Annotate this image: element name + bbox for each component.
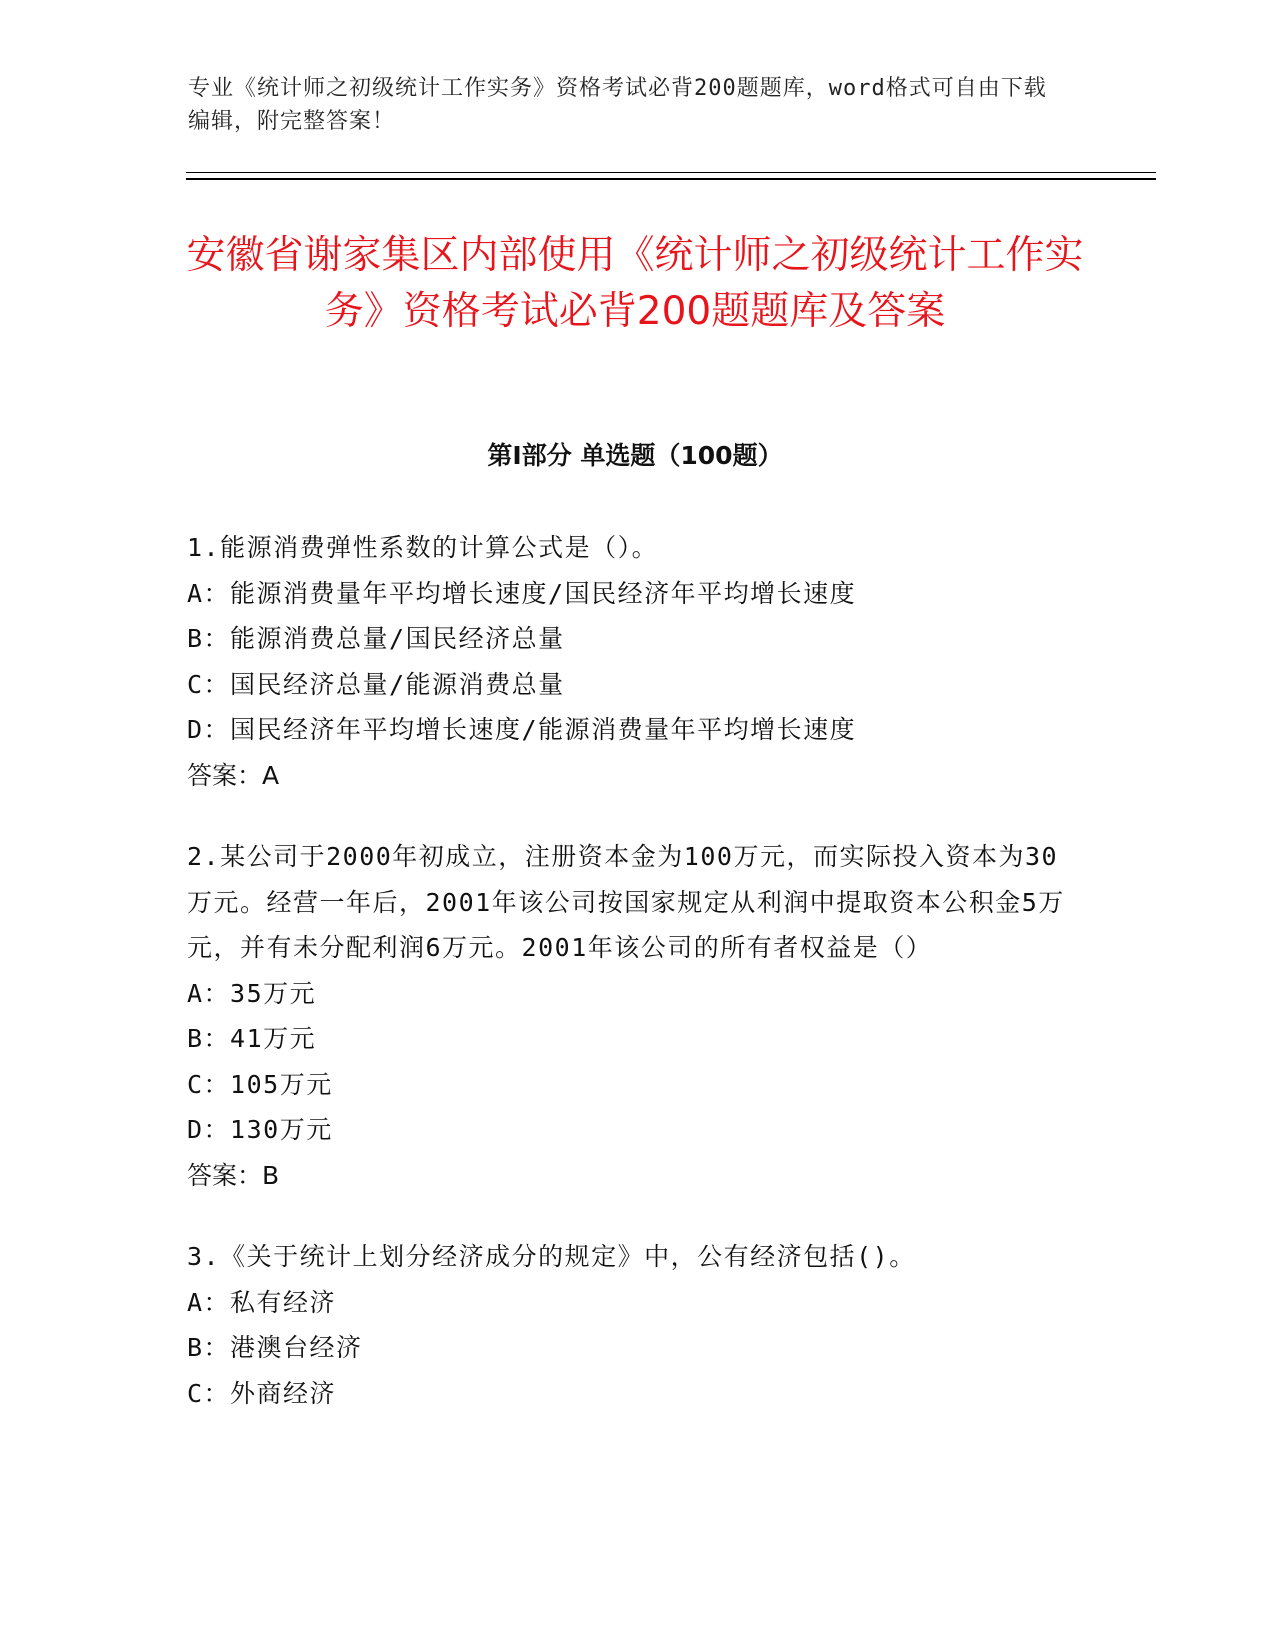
question-stem: 2.某公司于2000年初成立，注册资本金为100万元，而实际投入资本为30万元。经营一年后，2001年该公司按国家规定从利润中提取资本公积金5万元，并有未分配利润6万元。2001年该公司的所有者权益是（） [187,842,1065,962]
answer-label: 答案：B [187,1160,280,1190]
option-c: C：外商经济 [187,1378,337,1408]
option-a: A：能源消费量年平均增长速度/国民经济年平均增长速度 [187,578,857,608]
option-a: A：私有经济 [187,1287,337,1317]
question-list [187,525,1077,1452]
answer-label: 答案：A [187,760,280,790]
option-a: A：35万元 [187,978,317,1008]
option-d: D：国民经济年平均增长速度/能源消费量年平均增长速度 [187,715,857,744]
option-d: D：130万元 [187,1115,333,1144]
header-divider-thick [186,178,1156,180]
question-stem: 1.能源消费弹性系数的计算公式是（）。 [187,533,659,562]
question-1 [187,525,1077,798]
option-c: C：105万元 [187,1069,333,1099]
section-heading: 第Ⅰ部分 单选题（100题） [487,441,783,470]
header-divider-thin [186,172,1156,173]
option-b: B：港澳台经济 [187,1333,363,1362]
option-b: B：41万元 [187,1024,317,1053]
question-3 [187,1234,1077,1416]
question-stem: 3.《关于统计上划分经济成分的规定》中，公有经济包括()。 [187,1242,916,1271]
question-2 [187,834,1077,1198]
header-note: 专业《统计师之初级统计工作实务》资格考试必背200题题库，word格式可自由下载编辑，附完整答案！ [188,76,1047,134]
option-b: B：能源消费总量/国民经济总量 [187,624,565,653]
document-title: 安徽省谢家集区内部使用《统计师之初级统计工作实务》资格考试必背200题题库及答案 [186,233,1084,334]
option-c: C：国民经济总量/能源消费总量 [187,669,565,699]
